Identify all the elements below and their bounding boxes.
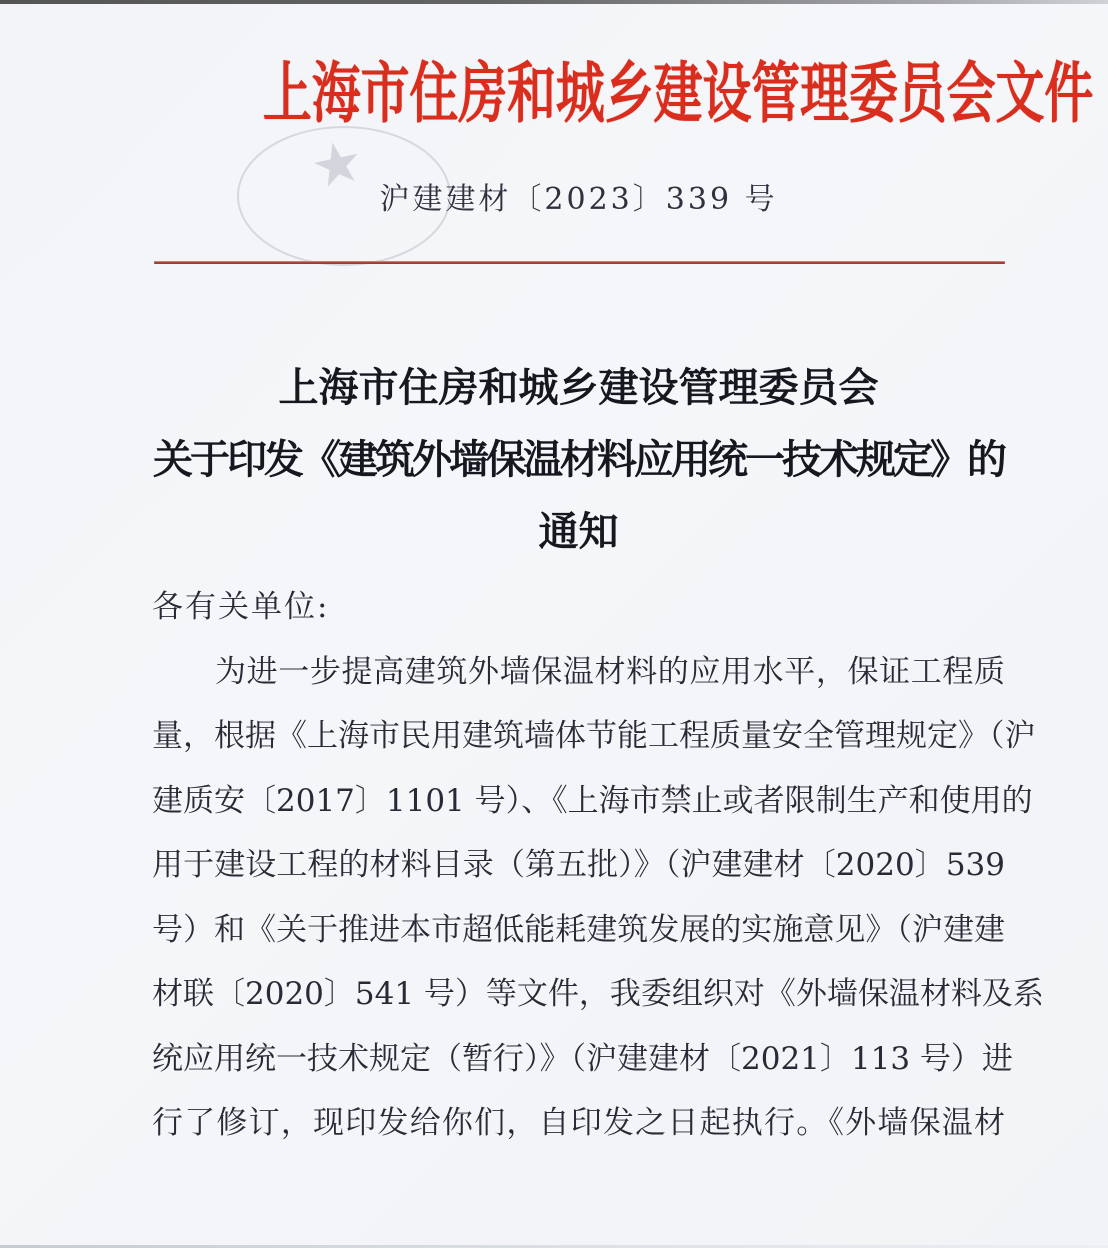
salutation: 各有关单位: xyxy=(152,589,330,625)
seal-star-icon: ★ xyxy=(304,125,370,203)
document-number: 沪建建材〔2023〕339 号 xyxy=(379,182,778,217)
paragraph-line: 行了修订，现印发给你们，自印发之日起执行。《外墙保温材 xyxy=(152,1105,1005,1141)
paragraph-line: 统应用统一技术规定（暂行）》（沪建建材〔2021〕113 号）进 xyxy=(152,1040,1013,1077)
title-line-2: 关于印发《建筑外墙保温材料应用统一技术规定》的 xyxy=(153,436,1004,483)
paragraph-line: 量，根据《上海市民用建筑墙体节能工程质量安全管理规定》（沪 xyxy=(152,718,1036,754)
red-divider-line xyxy=(154,261,1005,264)
paragraph-line: 建质安〔2017〕1101 号）、《上海市禁止或者限制生产和使用的 xyxy=(152,782,1033,819)
paragraph-line: 为进一步提高建筑外墙保温材料的应用水平，保证工程质 xyxy=(215,653,1005,690)
title-line-3: 通知 xyxy=(538,508,619,555)
paragraph-line: 材联〔2020〕541 号）等文件，我委组织对《外墙保温材料及系 xyxy=(152,976,1044,1012)
title-line-1: 上海市住房和城乡建设管理委员会 xyxy=(278,364,879,411)
document-body xyxy=(152,575,1044,1156)
paragraph-line: 用于建设工程的材料目录（第五批）》（沪建建材〔2020〕539 xyxy=(152,847,1005,883)
paragraph-line: 号）和《关于推进本市超低能耗建筑发展的实施意见》（沪建建 xyxy=(152,911,1005,948)
scan-edge-top xyxy=(0,0,1108,4)
document-org-header: 上海市住房和城乡建设管理委员会文件 xyxy=(262,54,1094,132)
document-title xyxy=(152,352,1005,568)
